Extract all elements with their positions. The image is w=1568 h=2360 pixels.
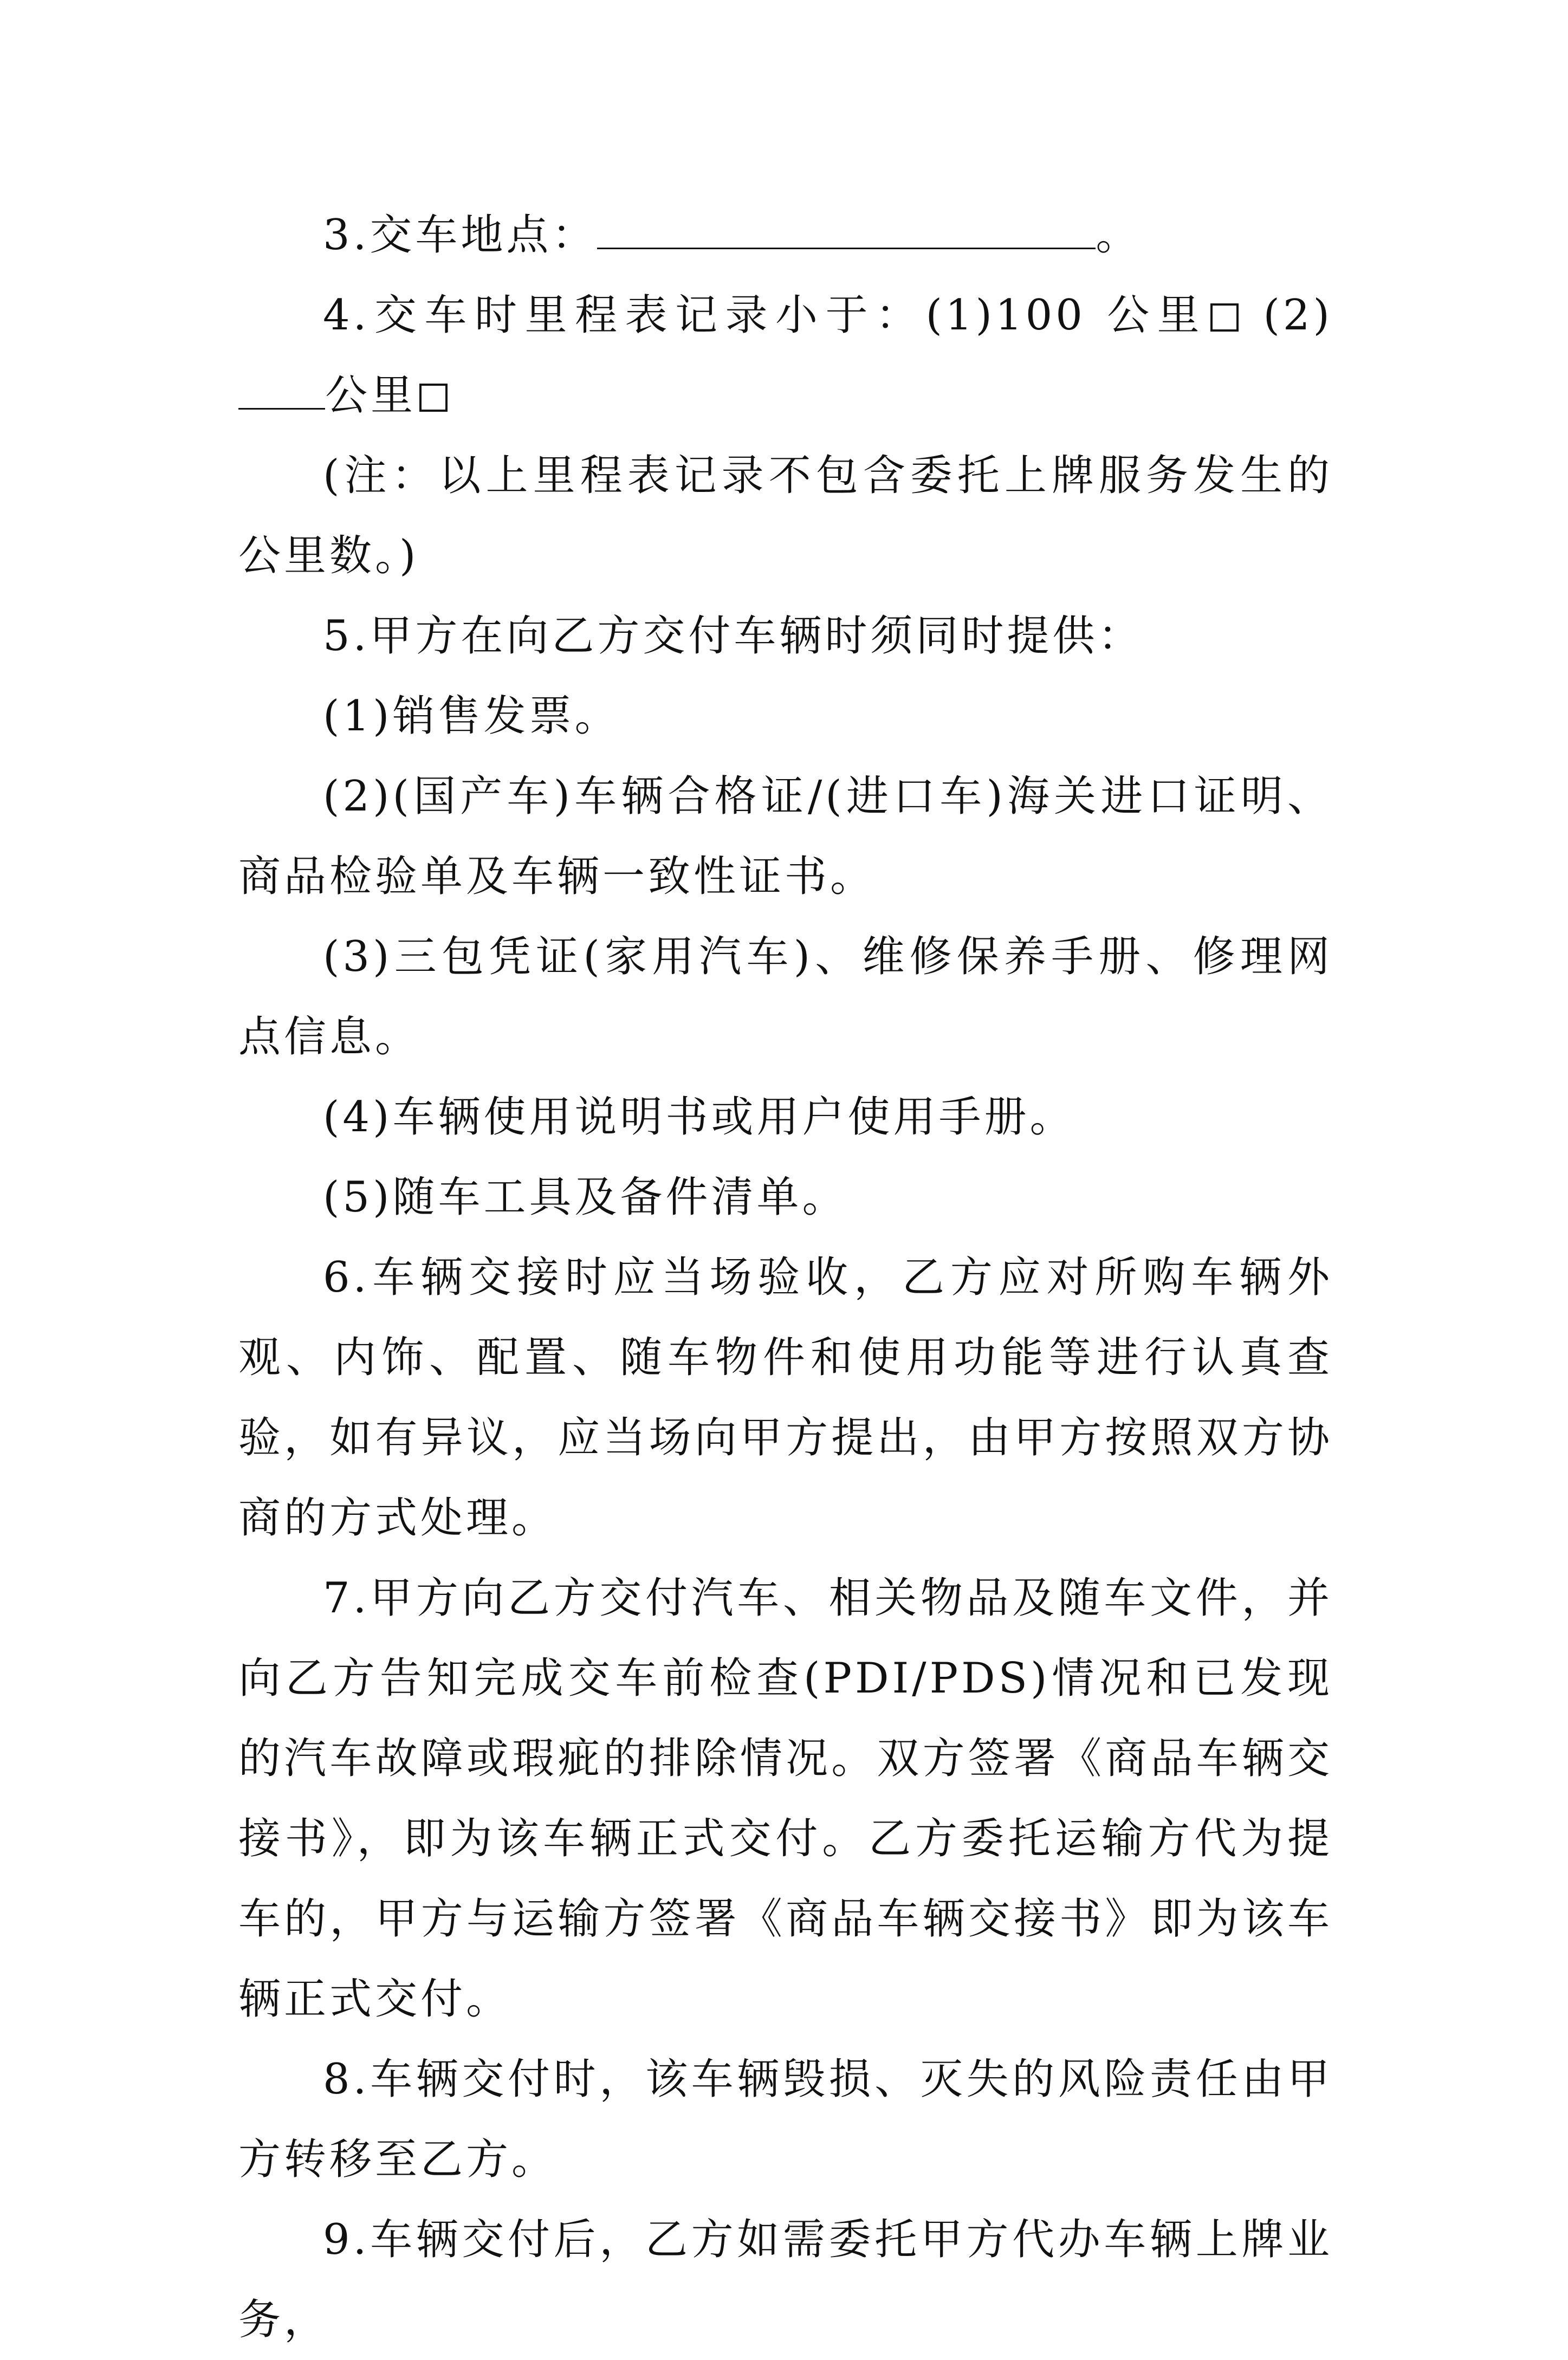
mileage-option-2-checkbox[interactable] <box>419 384 448 412</box>
document-item-invoice: (1)销售发票。 <box>323 692 620 741</box>
documents-clause-heading: 5.甲方在向乙方交付车辆时须同时提供： <box>323 612 1144 660</box>
inspection-clause: 6.车辆交接时应当场验收，乙方应对所购车辆外观、内饰、配置、随车物件和使用功能等进行认真查验，如有异议，应当场向甲方提出，由甲方按照双方协商的方式处理。 <box>238 1253 1333 1542</box>
document-item-warranty: (3)三包凭证(家用汽车)、维修保养手册、修理网点信息。 <box>238 932 1333 1061</box>
mileage-note: (注：以上里程表记录不包含委托上牌服务发生的公里数。) <box>238 451 1333 580</box>
delivery-location-blank[interactable] <box>597 210 1096 249</box>
delivery-location-clause <box>238 195 1333 275</box>
mileage-option-1-checkbox[interactable] <box>1210 303 1239 332</box>
document-item-tools: (5)随车工具及备件清单。 <box>323 1173 848 1222</box>
mileage-option-2-unit: 公里 <box>325 371 417 420</box>
mileage-option-1-label: 4.交车时里程表记录小于：(1)100 公里 <box>323 291 1208 340</box>
document-item-certificate: (2)(国产车)车辆合格证/(进口车)海关进口证明、商品检验单及车辆一致性证书。 <box>238 772 1333 901</box>
registration-clause: 9.车辆交付后，乙方如需委托甲方代办车辆上牌业务， <box>238 2215 1333 2344</box>
document-page <box>238 195 1333 2360</box>
delivery-location-label: 3.交车地点： <box>323 211 598 260</box>
delivery-location-end: 。 <box>1096 211 1142 260</box>
handover-clause: 7.甲方向乙方交付汽车、相关物品及随车文件，并向乙方告知完成交车前检查(PDI/PDS)情况和已发现的汽车故障或瑕疵的排除情况。双方签署《商品车辆交接书》，即为该车辆正式交付。乙方委托运输方代为提车的，甲方与运输方签署《商品车辆交接书》即为该车辆正式交付。 <box>238 1574 1333 2024</box>
risk-transfer-clause: 8.车辆交付时，该车辆毁损、灭失的风险责任由甲方转移至乙方。 <box>238 2055 1333 2184</box>
mileage-option-2-label: (2) <box>1263 291 1333 340</box>
mileage-clause <box>238 275 1333 436</box>
document-item-manual: (4)车辆使用说明书或用户使用手册。 <box>323 1093 1075 1142</box>
mileage-option-2-blank[interactable] <box>238 370 325 410</box>
